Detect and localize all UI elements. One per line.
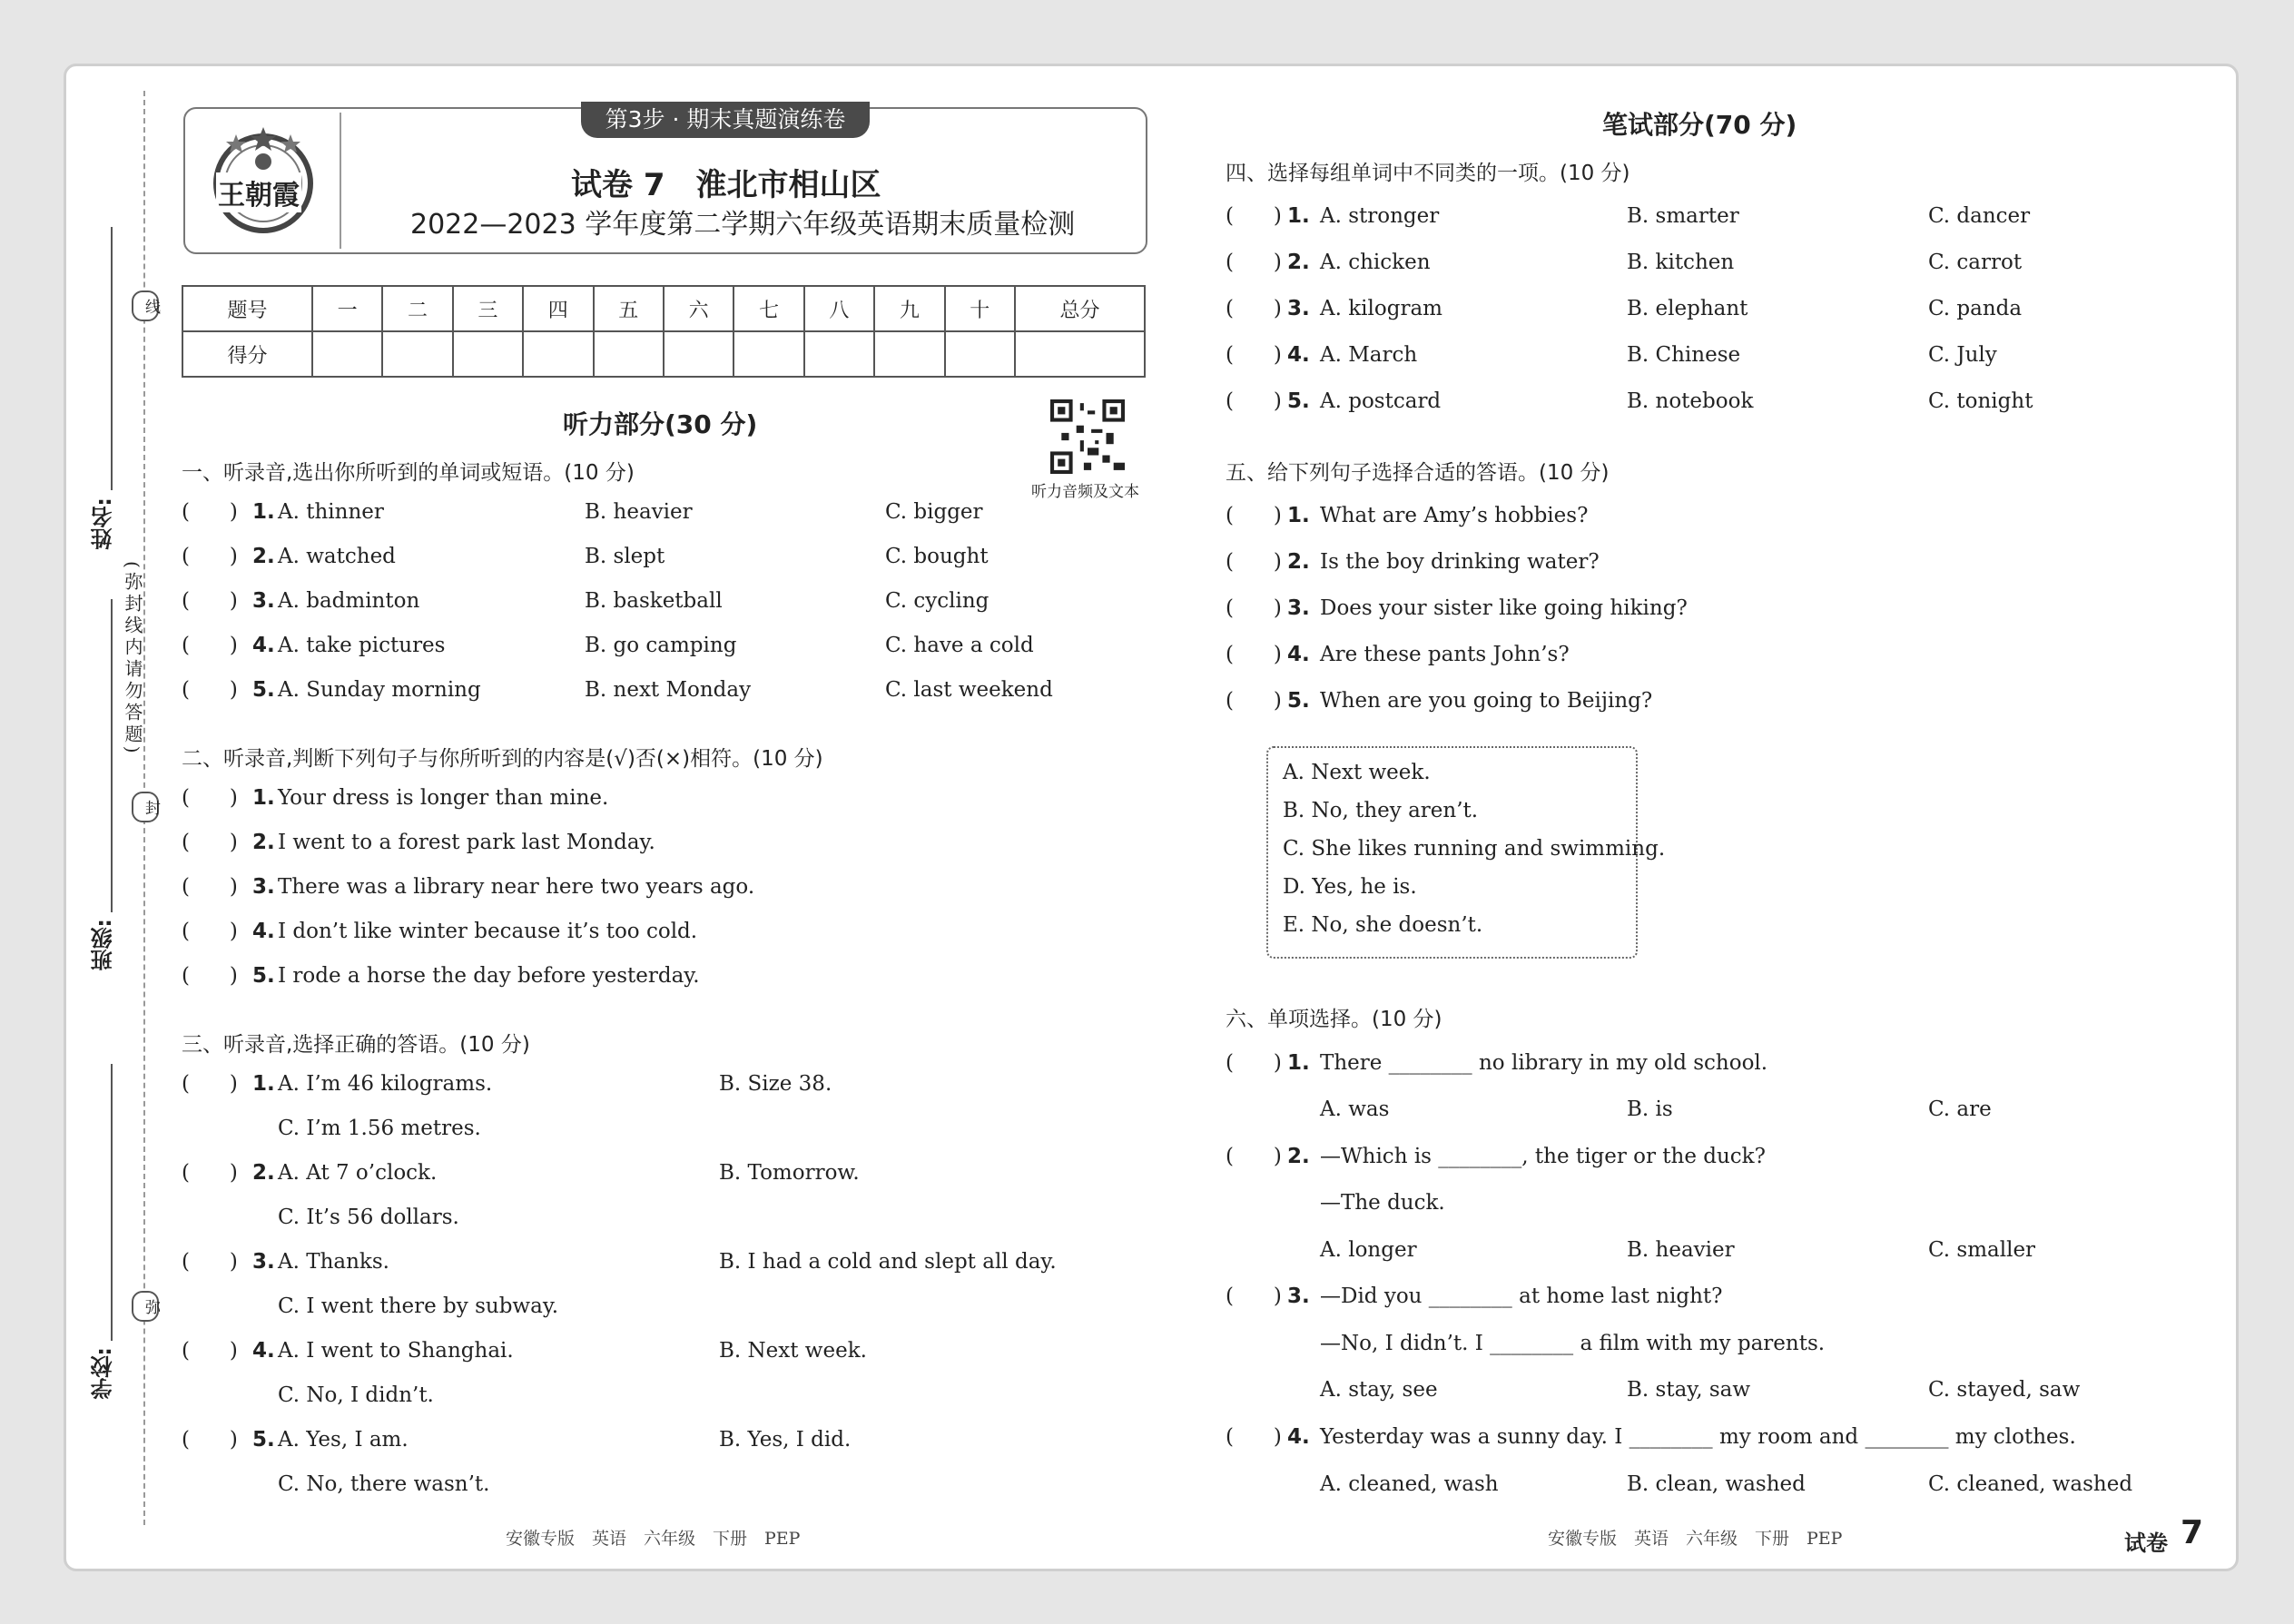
answer-option: E. No, she doesn’t. <box>1283 913 1483 937</box>
page-label: 试卷 <box>2124 1530 2168 1556</box>
section2-heading: 二、听录音,判断下列句子与你所听到的内容是(√)否(×)相符。(10 分) <box>182 747 823 771</box>
answer-bracket[interactable]: ( ) <box>182 589 238 613</box>
score-cell: 九 <box>874 286 944 331</box>
section3-heading: 三、听录音,选择正确的答语。(10 分) <box>182 1033 530 1057</box>
score-input-cell[interactable] <box>523 331 593 377</box>
school-blank <box>111 1064 113 1341</box>
option-b: B. Tomorrow. <box>719 1161 860 1185</box>
question-number: 2. <box>252 1161 275 1185</box>
answer-bracket[interactable]: ( ) <box>1226 643 1282 666</box>
option-c: C. panda <box>1928 297 2023 320</box>
question-number: 2. <box>252 545 275 568</box>
section5-heading: 五、给下列句子选择合适的答语。(10 分) <box>1226 461 1610 485</box>
question-number: 1. <box>1287 1051 1310 1075</box>
score-cell: 题号 <box>182 286 312 331</box>
option-b: B. clean, washed <box>1627 1472 1806 1496</box>
answer-bracket[interactable]: ( ) <box>1226 1284 1282 1308</box>
answer-bracket[interactable]: ( ) <box>182 831 238 854</box>
option-b: B. basketball <box>585 589 723 613</box>
question-text: When are you going to Beijing? <box>1320 689 1653 713</box>
name-label: 姓名: <box>91 497 116 550</box>
option-c: C. July <box>1928 343 1997 367</box>
question-number: 4. <box>1287 1425 1310 1449</box>
name-blank <box>111 227 113 490</box>
logo-text: 王朝霞 <box>216 172 301 212</box>
question-text: Are these pants John’s? <box>1320 643 1570 666</box>
question-number: 1. <box>1287 504 1310 527</box>
header-box <box>183 107 1147 254</box>
score-input-cell[interactable] <box>874 331 944 377</box>
question-number: 2. <box>1287 251 1310 274</box>
answer-bracket[interactable]: ( ) <box>182 634 238 657</box>
option-a: A. cleaned, wash <box>1320 1472 1499 1496</box>
option-b: B. is <box>1627 1097 1673 1121</box>
score-cell: 八 <box>804 286 874 331</box>
footer-left: 安徽专版 英语 六年级 下册 PEP <box>506 1529 801 1549</box>
option-a: A. I’m 46 kilograms. <box>278 1072 493 1096</box>
option-b: B. Next week. <box>719 1339 867 1363</box>
question-text-line2: —The duck. <box>1320 1191 1445 1215</box>
option-c: C. I’m 1.56 metres. <box>278 1117 481 1140</box>
question-number: 4. <box>1287 343 1310 367</box>
score-table <box>182 285 1146 378</box>
option-c: C. It’s 56 dollars. <box>278 1206 459 1229</box>
option-a: A. stronger <box>1320 204 1440 228</box>
answer-bracket[interactable]: ( ) <box>1226 1145 1282 1168</box>
answer-bracket[interactable]: ( ) <box>1226 297 1282 320</box>
option-a: A. longer <box>1320 1238 1417 1262</box>
question-number: 5. <box>1287 389 1310 413</box>
score-input-cell[interactable] <box>1015 331 1145 377</box>
qr-code-icon[interactable] <box>1050 399 1125 474</box>
step-tab: 第3步 · 期末真题演练卷 <box>581 102 870 138</box>
option-c: C. bought <box>885 545 989 568</box>
question-number: 1. <box>252 786 275 810</box>
score-input-cell[interactable] <box>382 331 452 377</box>
option-b: B. next Monday <box>585 678 752 702</box>
score-cell: 五 <box>594 286 664 331</box>
answer-bracket[interactable]: ( ) <box>1226 389 1282 413</box>
option-c: C. bigger <box>885 500 983 524</box>
question-text: I went to a forest park last Monday. <box>278 831 655 854</box>
qr-caption: 听力音频及文本 <box>1031 483 1139 501</box>
section1-heading: 一、听录音,选出你所听到的单词或短语。(10 分) <box>182 461 635 485</box>
answer-bracket[interactable]: ( ) <box>182 786 238 810</box>
answer-bracket[interactable]: ( ) <box>1226 1051 1282 1075</box>
answer-option: C. She likes running and swimming. <box>1283 837 1666 861</box>
question-number: 1. <box>252 1072 275 1096</box>
score-cell: 一 <box>312 286 382 331</box>
option-a: A. thinner <box>278 500 384 524</box>
question-text: Does your sister like going hiking? <box>1320 596 1688 620</box>
answer-bracket[interactable]: ( ) <box>1226 343 1282 367</box>
score-input-cell[interactable] <box>453 331 523 377</box>
score-input-cell[interactable] <box>945 331 1015 377</box>
answer-bracket[interactable]: ( ) <box>1226 504 1282 527</box>
option-c: C. tonight <box>1928 389 2033 413</box>
school-label: 学校: <box>91 1347 116 1400</box>
answer-bracket[interactable]: ( ) <box>1226 596 1282 620</box>
page-number: 7 <box>2181 1514 2204 1551</box>
score-cell: 六 <box>664 286 733 331</box>
option-b: B. elephant <box>1627 297 1748 320</box>
answer-bracket[interactable]: ( ) <box>1226 550 1282 574</box>
question-number: 5. <box>252 964 275 988</box>
answer-bracket[interactable]: ( ) <box>182 1072 238 1096</box>
option-c: C. I went there by subway. <box>278 1294 559 1318</box>
option-a: A. watched <box>278 545 396 568</box>
option-c: C. cleaned, washed <box>1928 1472 2133 1496</box>
option-c: C. are <box>1928 1097 1992 1121</box>
option-c: C. cycling <box>885 589 989 613</box>
option-c: C. dancer <box>1928 204 2031 228</box>
option-b: B. kitchen <box>1627 251 1735 274</box>
option-c: C. smaller <box>1928 1238 2036 1262</box>
score-value-row <box>182 331 1145 377</box>
option-a: A. was <box>1320 1097 1390 1121</box>
answer-bracket[interactable]: ( ) <box>182 920 238 943</box>
option-b: B. I had a cold and slept all day. <box>719 1250 1057 1274</box>
option-b: B. stay, saw <box>1627 1378 1751 1402</box>
question-number: 5. <box>1287 689 1310 713</box>
option-c: C. stayed, saw <box>1928 1378 2081 1402</box>
answer-bracket[interactable]: ( ) <box>1226 251 1282 274</box>
seal-mark-line: 线 <box>132 290 159 321</box>
question-text-line2: —No, I didn’t. I ________ a film with my parents. <box>1320 1332 1826 1355</box>
option-b: B. heavier <box>585 500 693 524</box>
score-input-cell[interactable] <box>804 331 874 377</box>
answer-option: A. Next week. <box>1283 761 1431 784</box>
score-input-cell[interactable] <box>664 331 733 377</box>
answer-bracket[interactable]: ( ) <box>182 1428 238 1452</box>
question-number: 3. <box>1287 297 1310 320</box>
question-text: There ________ no library in my old school. <box>1320 1051 1768 1075</box>
question-number: 4. <box>252 1339 275 1363</box>
option-c: C. No, I didn’t. <box>278 1383 434 1407</box>
score-input-cell[interactable] <box>312 331 382 377</box>
score-cell: 十 <box>945 286 1015 331</box>
seal-mark-mi: 弥 <box>132 1291 159 1322</box>
question-number: 1. <box>1287 204 1310 228</box>
option-a: A. Thanks. <box>278 1250 389 1274</box>
question-number: 2. <box>252 831 275 854</box>
option-a: A. I went to Shanghai. <box>278 1339 514 1363</box>
answer-bracket[interactable]: ( ) <box>182 678 238 702</box>
question-number: 3. <box>1287 596 1310 620</box>
option-b: B. notebook <box>1627 389 1754 413</box>
written-title: 笔试部分(70 分) <box>1602 110 1797 140</box>
question-number: 4. <box>1287 643 1310 666</box>
option-b: B. smarter <box>1627 204 1739 228</box>
question-number: 3. <box>252 1250 275 1274</box>
option-b: B. slept <box>585 545 665 568</box>
answer-bracket[interactable]: ( ) <box>182 1250 238 1274</box>
class-blank <box>111 599 113 912</box>
option-a: A. chicken <box>1320 251 1431 274</box>
listening-title: 听力部分(30 分) <box>563 409 758 439</box>
score-cell: 七 <box>733 286 803 331</box>
question-text: Yesterday was a sunny day. I ________ my room and ________ my clothes. <box>1320 1425 2076 1449</box>
question-text: What are Amy’s hobbies? <box>1320 504 1589 527</box>
answer-bracket[interactable]: ( ) <box>1226 204 1282 228</box>
question-text: I don’t like winter because it’s too cold. <box>278 920 698 943</box>
option-b: B. Chinese <box>1627 343 1741 367</box>
option-a: A. At 7 o’clock. <box>278 1161 438 1185</box>
paper-title: 试卷 7 淮北市相山区 <box>571 167 881 203</box>
option-c: C. No, there wasn’t. <box>278 1472 490 1496</box>
option-b: B. go camping <box>585 634 737 657</box>
seal-mark-seal: 封 <box>132 792 159 822</box>
answer-bracket[interactable]: ( ) <box>182 875 238 899</box>
option-b: B. Size 38. <box>719 1072 832 1096</box>
question-text: Your dress is longer than mine. <box>278 786 609 810</box>
score-cell: 二 <box>382 286 452 331</box>
score-cell: 四 <box>523 286 593 331</box>
seal-note: (弥封线内请勿答题) <box>122 561 143 757</box>
score-cell: 三 <box>453 286 523 331</box>
answer-bracket[interactable]: ( ) <box>1226 1425 1282 1449</box>
option-a: A. kilogram <box>1320 297 1442 320</box>
score-header-row <box>182 286 1145 331</box>
option-a: A. take pictures <box>278 634 446 657</box>
question-text: I rode a horse the day before yesterday. <box>278 964 700 988</box>
paper-subtitle: 2022—2023 学年度第二学期六年级英语期末质量检测 <box>410 209 1076 241</box>
question-number: 4. <box>252 920 275 943</box>
option-b: B. Yes, I did. <box>719 1428 852 1452</box>
option-a: A. badminton <box>278 589 420 613</box>
option-a: A. stay, see <box>1320 1378 1438 1402</box>
question-text: —Which is ________, the tiger or the duck? <box>1320 1145 1766 1168</box>
question-number: 1. <box>252 500 275 524</box>
question-number: 2. <box>1287 1145 1310 1168</box>
answer-option: B. No, they aren’t. <box>1283 799 1479 822</box>
answer-options-box <box>1266 746 1666 959</box>
question-text: —Did you ________ at home last night? <box>1320 1284 1723 1308</box>
answer-option: D. Yes, he is. <box>1283 875 1417 899</box>
option-c: C. have a cold <box>885 634 1034 657</box>
question-number: 2. <box>1287 550 1310 574</box>
score-label-cell: 得分 <box>182 331 312 377</box>
section6-heading: 六、单项选择。(10 分) <box>1226 1008 1442 1031</box>
option-a: A. March <box>1320 343 1418 367</box>
question-number: 3. <box>1287 1284 1310 1308</box>
answer-bracket[interactable]: ( ) <box>182 1339 238 1363</box>
question-text: Is the boy drinking water? <box>1320 550 1600 574</box>
score-input-cell[interactable] <box>733 331 803 377</box>
option-c: C. last weekend <box>885 678 1053 702</box>
question-number: 5. <box>252 1428 275 1452</box>
question-number: 4. <box>252 634 275 657</box>
section4-heading: 四、选择每组单词中不同类的一项。(10 分) <box>1226 162 1630 185</box>
option-a: A. Sunday morning <box>278 678 481 702</box>
question-number: 5. <box>252 678 275 702</box>
header-divider <box>340 113 341 249</box>
answer-bracket[interactable]: ( ) <box>1226 689 1282 713</box>
answer-bracket[interactable]: ( ) <box>182 964 238 988</box>
score-input-cell[interactable] <box>594 331 664 377</box>
option-c: C. carrot <box>1928 251 2023 274</box>
question-number: 3. <box>252 589 275 613</box>
option-a: A. Yes, I am. <box>278 1428 409 1452</box>
class-label: 班级: <box>91 919 116 971</box>
footer-right: 安徽专版 英语 六年级 下册 PEP <box>1548 1529 1843 1549</box>
answer-bracket[interactable]: ( ) <box>182 545 238 568</box>
score-cell: 总分 <box>1015 286 1145 331</box>
option-a: A. postcard <box>1320 389 1442 413</box>
option-b: B. heavier <box>1627 1238 1735 1262</box>
answer-bracket[interactable]: ( ) <box>182 500 238 524</box>
question-text: There was a library near here two years ago. <box>278 875 755 899</box>
answer-bracket[interactable]: ( ) <box>182 1161 238 1185</box>
question-number: 3. <box>252 875 275 899</box>
